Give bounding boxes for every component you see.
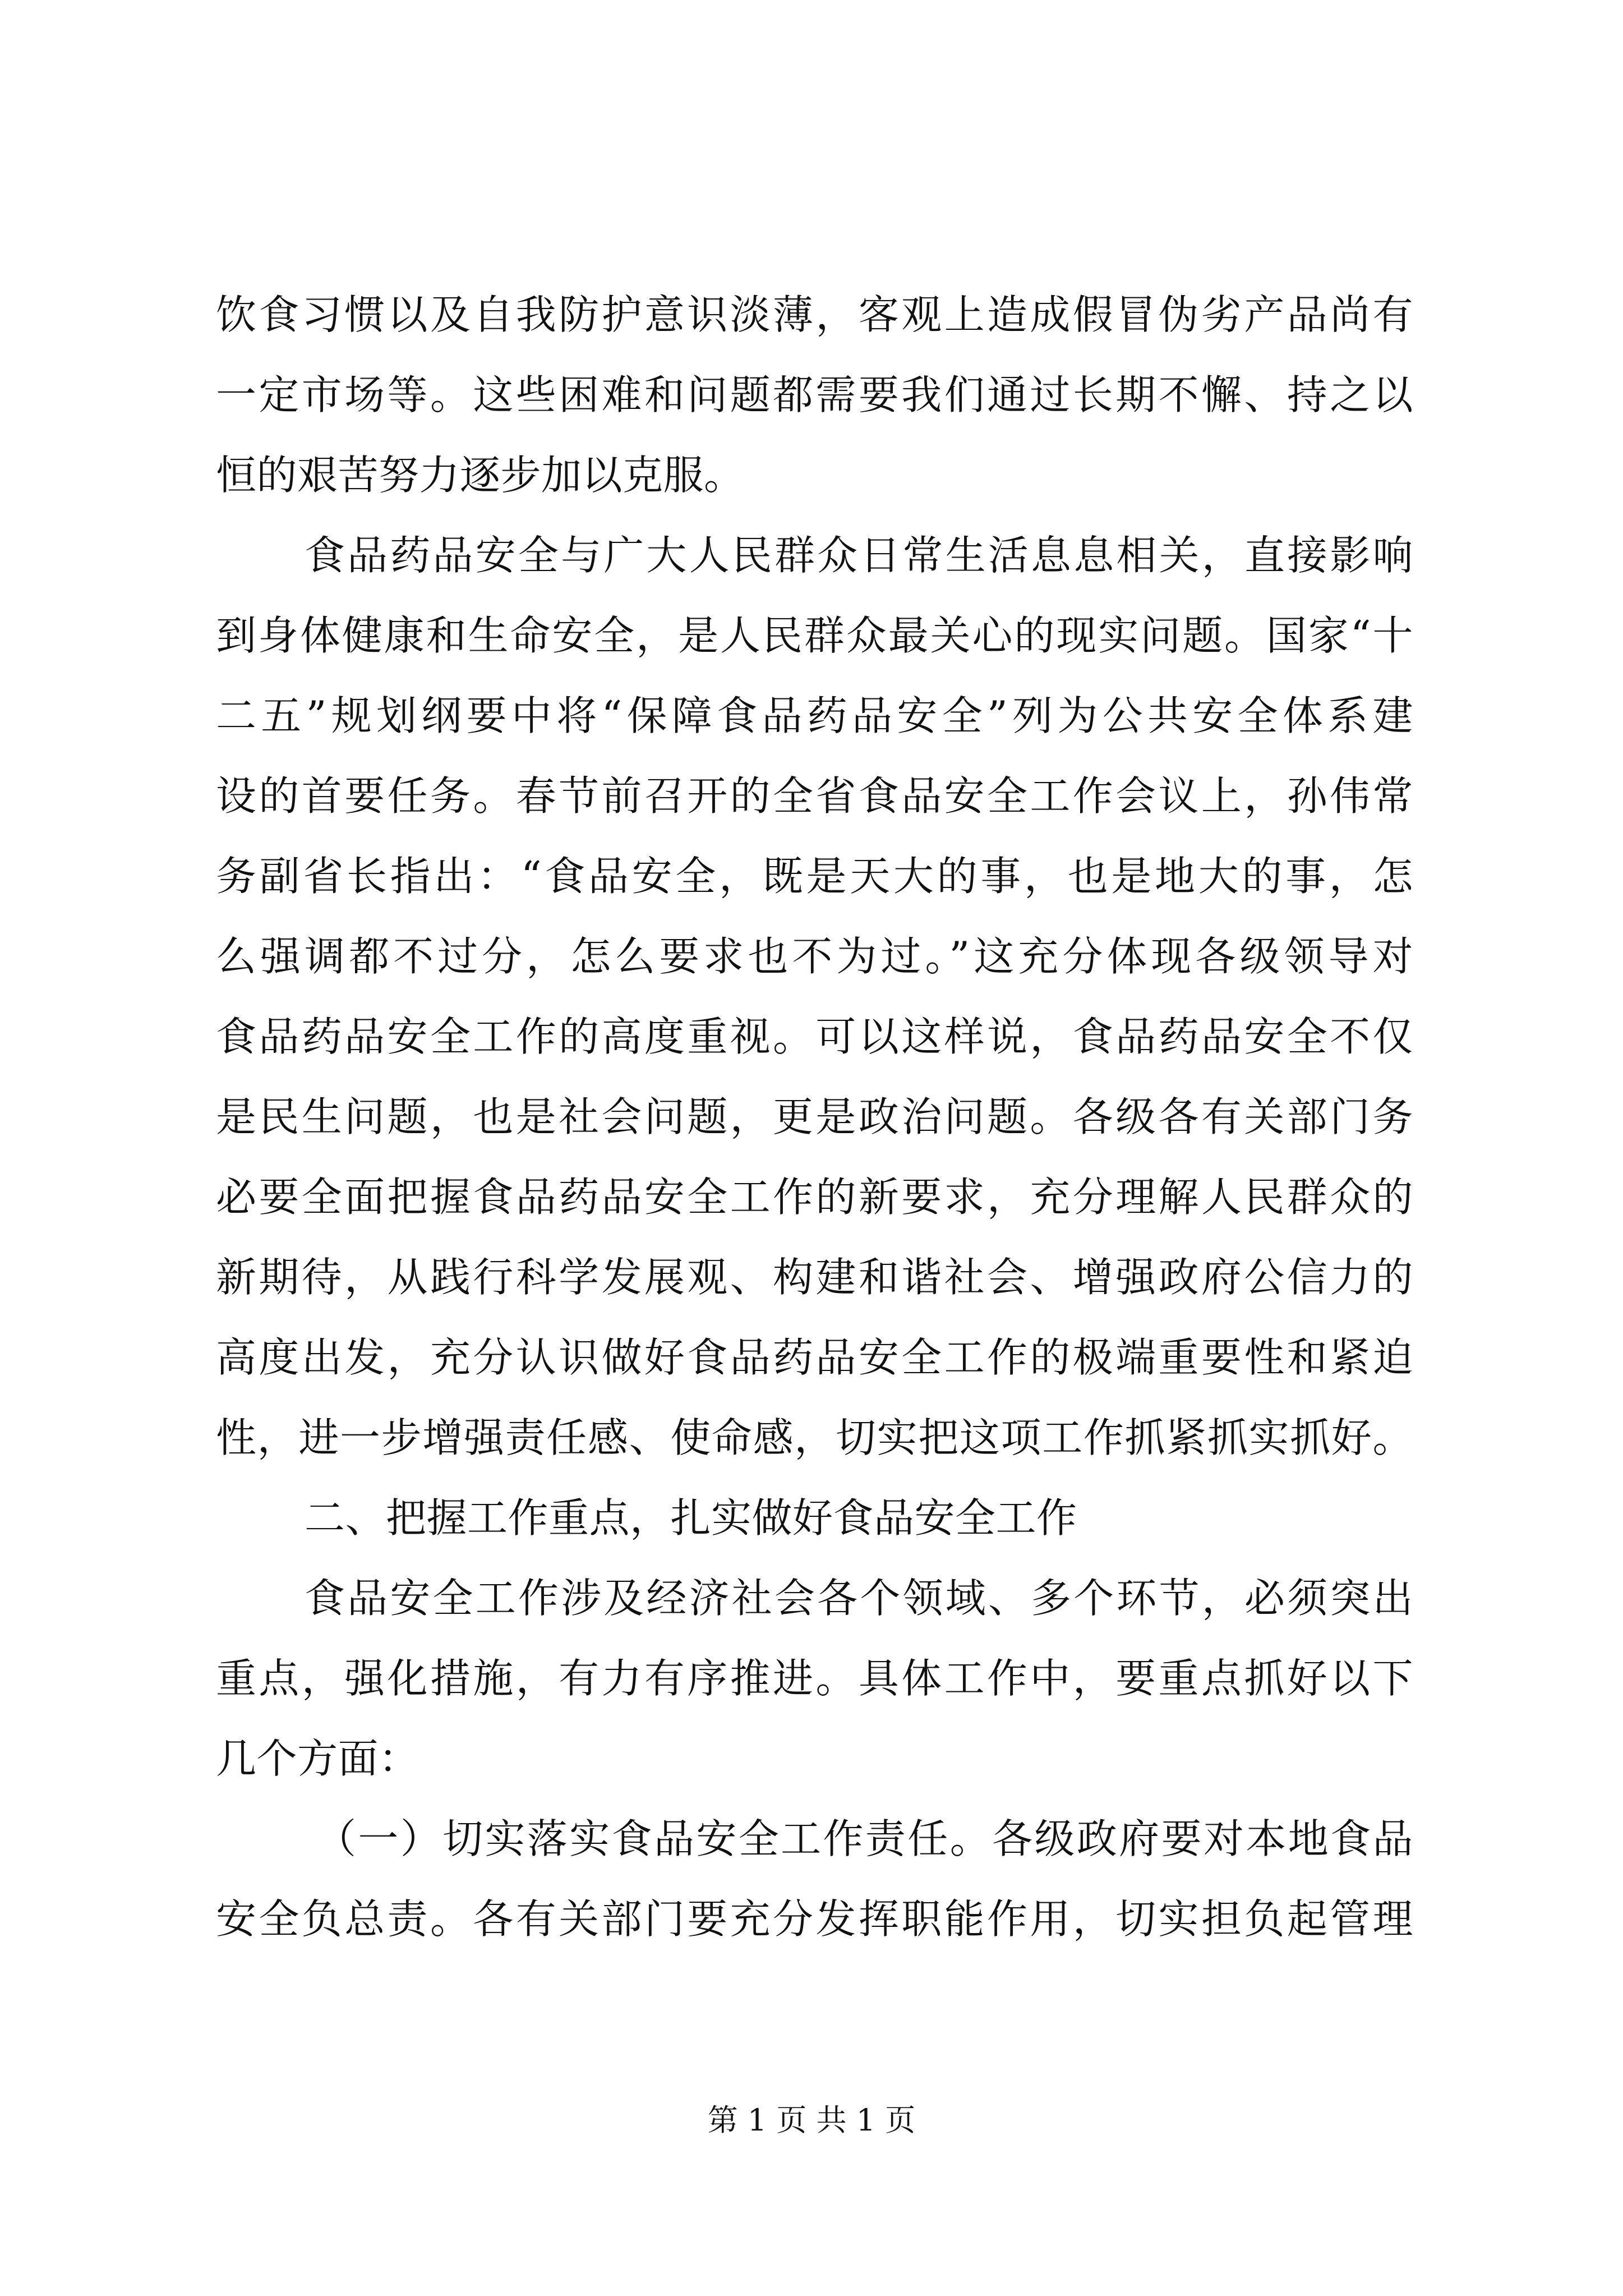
- text-line: 安全负总责。各有关部门要充分发挥职能作用，切实担负起管理: [216, 1895, 1413, 1943]
- text-line: 饮食习惯以及自我防护意识淡薄，客观上造成假冒伪劣产品尚有: [216, 291, 1413, 338]
- text-line: 重点，强化措施，有力有序推进。具体工作中，要重点抓好以下: [216, 1655, 1413, 1702]
- text-line: 务副省长指出：“食品安全，既是天大的事，也是地大的事，怎: [216, 853, 1413, 900]
- text-line: 新期待，从践行科学发展观、构建和谐社会、增强政府公信力的: [216, 1254, 1413, 1301]
- text-line: 必要全面把握食品药品安全工作的新要求，充分理解人民群众的: [216, 1174, 1413, 1221]
- text-line: 恒的艰苦努力逐步加以克服。: [216, 452, 745, 499]
- text-line: 二五”规划纲要中将“保障食品药品安全”列为公共安全体系建: [216, 692, 1413, 739]
- paragraph-first-line: 食品药品安全与广大人民群众日常生活息息相关，直接影响: [305, 532, 1413, 579]
- text-line: 一定市场等。这些困难和问题都需要我们通过长期不懈、持之以: [216, 371, 1413, 418]
- text-line: 设的首要任务。春节前召开的全省食品安全工作会议上，孙伟常: [216, 772, 1413, 820]
- text-line: 几个方面：: [216, 1735, 419, 1782]
- text-line: 么强调都不过分，怎么要求也不为过。”这充分体现各级领导对: [216, 933, 1413, 980]
- paragraph-first-line: （一）切实落实食品安全工作责任。各级政府要对本地食品: [316, 1815, 1413, 1862]
- page-number-footer: 第 1 页 共 1 页: [707, 2102, 916, 2138]
- paragraph-first-line: 食品安全工作涉及经济社会各个领域、多个环节，必须突出: [305, 1575, 1413, 1622]
- text-line: 到身体健康和生命安全，是人民群众最关心的现实问题。国家“十: [216, 612, 1413, 659]
- text-line: 高度出发，充分认识做好食品药品安全工作的极端重要性和紧迫: [216, 1334, 1413, 1381]
- text-line: 是民生问题，也是社会问题，更是政治问题。各级各有关部门务: [216, 1093, 1413, 1140]
- text-line: 性，进一步增强责任感、使命感，切实把这项工作抓紧抓实抓好。: [216, 1414, 1413, 1461]
- document-body: [216, 275, 1413, 1959]
- section-heading: 二、把握工作重点，扎实做好食品安全工作: [305, 1494, 1077, 1542]
- text-line: 食品药品安全工作的高度重视。可以这样说，食品药品安全不仅: [216, 1013, 1413, 1060]
